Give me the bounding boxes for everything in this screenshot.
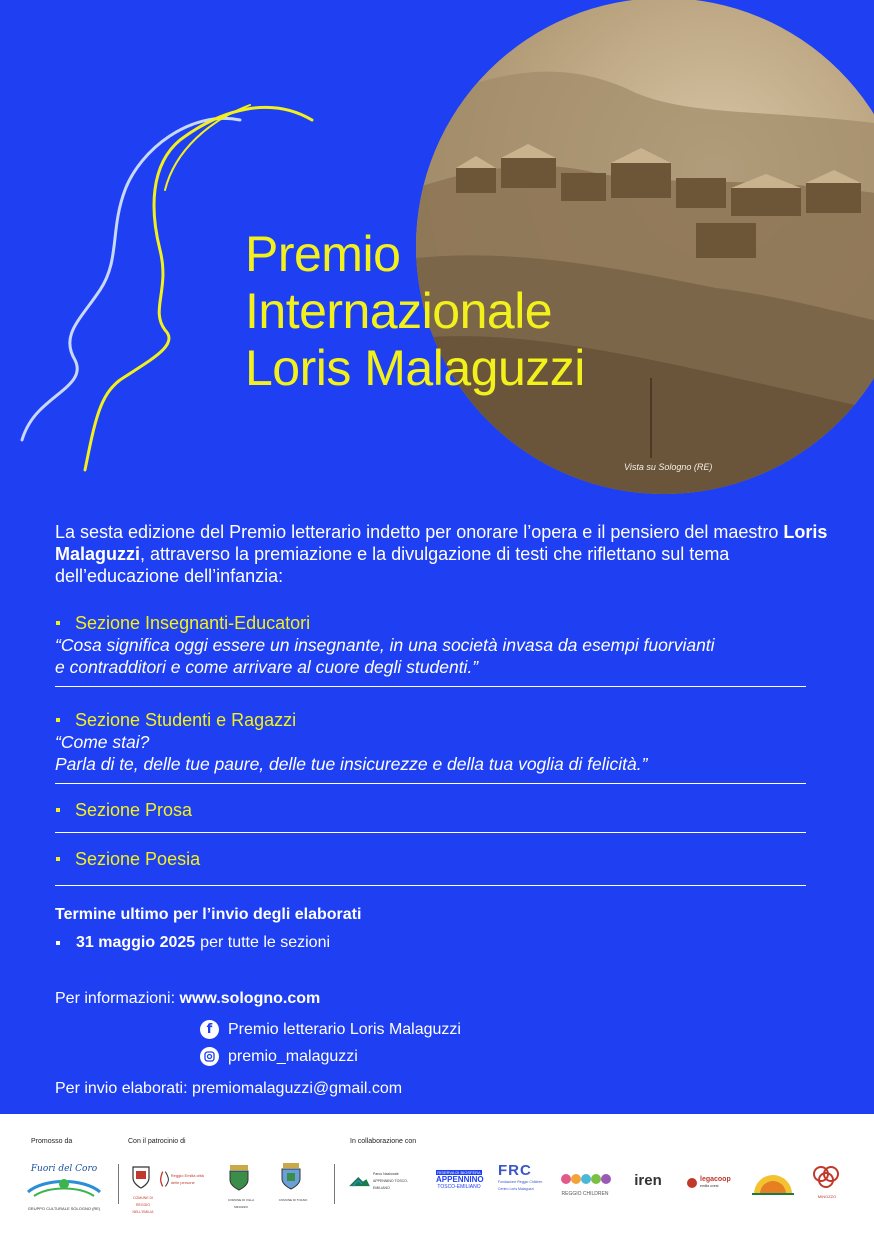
- facebook-link[interactable]: [200, 1020, 461, 1039]
- instagram-link[interactable]: [200, 1047, 358, 1066]
- bullet-icon: [56, 941, 60, 945]
- frc-sub: Fondazione Reggio Children Centro Loris Malaguzzi: [498, 1180, 543, 1191]
- section-title-text: Sezione Insegnanti-Educatori: [75, 613, 311, 633]
- deadline-note: per tutte le sezioni: [200, 934, 331, 951]
- patronage-label: Con il patrocinio di: [128, 1138, 186, 1145]
- divider: [55, 783, 806, 784]
- frc-text: FRC: [498, 1162, 532, 1179]
- section-insegnanti: [55, 612, 806, 678]
- fuori-logo-sub: GRUPPO CULTURALE SOLOGNO (RE): [27, 1206, 101, 1211]
- reggio-children-logo: [556, 1172, 614, 1198]
- info-label: Per informazioni:: [55, 990, 180, 1007]
- appennino-text: APPENNINO: [436, 1175, 484, 1184]
- reggio-text: COMUNE DI REGGIO NELL'EMILIA: [132, 1196, 154, 1214]
- divider: [55, 832, 806, 833]
- section-title-text: Sezione Studenti e Ragazzi: [75, 710, 297, 730]
- info-line: [55, 990, 320, 1008]
- collab-label: In collaborazione con: [350, 1138, 417, 1145]
- section-poesia: [55, 848, 806, 870]
- legacoop-logo: [686, 1176, 736, 1190]
- reggio-citta-text: Reggio Emilia città delle persone: [170, 1173, 204, 1185]
- footer-separator: [334, 1164, 335, 1204]
- intro-paragraph: [55, 521, 835, 587]
- bullet-icon: [56, 718, 60, 722]
- poster-title: [245, 226, 585, 397]
- section-quote-line: “Cosa significa oggi essere un insegnante, in una società invasa da esempi fuorvianti: [55, 635, 715, 655]
- website-link[interactable]: www.sologno.com: [179, 990, 321, 1007]
- section-quote-line: “Come stai?: [55, 732, 150, 752]
- comune3-text: COMUNE DI TOANO: [278, 1198, 308, 1202]
- legacoop-sub: emilia ovest: [700, 1184, 719, 1188]
- comune-reggio-logo: [128, 1164, 158, 1216]
- instagram-icon: [200, 1047, 219, 1066]
- sun-logo: [750, 1166, 796, 1201]
- reggio-children-text: REGGIO CHILDREN: [561, 1191, 609, 1197]
- intro-name: Loris Malaguzzi: [55, 522, 828, 564]
- iren-logo: [630, 1172, 666, 1189]
- section-title-text: Sezione Prosa: [75, 800, 193, 820]
- title-line-3: Loris Malaguzzi: [245, 340, 585, 396]
- send-line: [55, 1080, 402, 1098]
- bullet-icon: [56, 621, 60, 625]
- comune-toano-logo: [278, 1162, 308, 1204]
- divider: [55, 686, 806, 687]
- facebook-icon: f: [200, 1020, 219, 1039]
- tosco-text: TOSCO-EMILIANO: [437, 1184, 481, 1190]
- riserva-biosfera-logo: [436, 1170, 482, 1190]
- bullet-icon: [56, 808, 60, 812]
- section-title: [55, 799, 806, 821]
- section-quote-line: Parla di te, delle tue paure, delle tue insicurezze e della tua voglia di felicità.”: [55, 754, 648, 774]
- footer: [0, 1114, 874, 1240]
- fuori-logo-mark: [24, 1174, 104, 1200]
- send-label: Per invio elaborati:: [55, 1080, 192, 1097]
- instagram-label: premio_malaguzzi: [228, 1047, 358, 1065]
- bullet-icon: [56, 857, 60, 861]
- comune-villa-minozzo-logo: [226, 1164, 256, 1211]
- reggio-citta-logo: [160, 1166, 210, 1192]
- title-line-1: Premio: [245, 226, 401, 282]
- intro-text-after: , attraverso la premiazione e la divulgazione di testi che riflettano sul tema dell’educazione dell’infanzia:: [55, 544, 730, 586]
- divider: [55, 885, 806, 886]
- deadline-item: [55, 934, 330, 952]
- parco-nazionale-logo: [348, 1170, 418, 1192]
- parco-text: Parco Nazionale APPENNINO TOSCO-EMILIANO: [373, 1171, 409, 1190]
- riserva-text: RISERVA DI BIOSFERA: [437, 1170, 481, 1175]
- minozzo-logo: [812, 1166, 842, 1200]
- footer-separator: [118, 1164, 119, 1204]
- fuori-del-coro-logo: [24, 1164, 104, 1212]
- section-title: [55, 612, 806, 634]
- deadline-date: 31 maggio 2025: [76, 934, 196, 951]
- iren-text: iren: [634, 1172, 662, 1189]
- title-line-2: Internazionale: [245, 283, 553, 339]
- minozzo-text: MINOZZO: [817, 1194, 837, 1199]
- photo-caption: Vista su Sologno (RE): [624, 462, 713, 472]
- section-title: [55, 709, 806, 731]
- frc-logo: [498, 1162, 550, 1193]
- fuori-logo-text: Fuori del Coro: [30, 1164, 98, 1174]
- facebook-label: Premio letterario Loris Malaguzzi: [228, 1020, 461, 1038]
- comune2-text: COMUNE DI VILLA MINOZZO: [227, 1198, 255, 1209]
- legacoop-text: legacoop: [700, 1176, 731, 1183]
- section-title-text: Sezione Poesia: [75, 849, 201, 869]
- section-studenti: [55, 709, 806, 775]
- email-link[interactable]: premiomalaguzzi@gmail.com: [191, 1080, 403, 1097]
- section-prosa: [55, 799, 806, 821]
- intro-text-before: La sesta edizione del Premio letterario indetto per onorare l’opera e il pensiero del maestro: [55, 522, 784, 542]
- section-quote-line: e contradditori e come arrivare al cuore degli studenti.”: [55, 657, 479, 677]
- deadline-label: Termine ultimo per l’invio degli elaborati: [55, 906, 362, 923]
- section-title: [55, 848, 806, 870]
- promoted-label: Promosso da: [31, 1138, 73, 1145]
